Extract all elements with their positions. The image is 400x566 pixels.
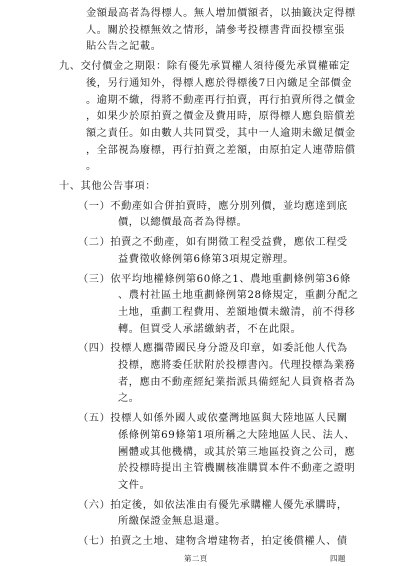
- text-line: 文件。: [118, 479, 151, 491]
- text-line: （五）投標人如係外國人或依臺灣地區與大陸地區人民關: [78, 413, 348, 425]
- text-line: 土地，重劃工程費用、差額地價未繳清，前不得移: [118, 306, 356, 318]
- text-line: 投標，應將委任狀附於投標書內。代理投標為業務: [118, 360, 356, 371]
- section-heading: 十、其他公告事項：: [59, 181, 157, 192]
- text-line: （三）依平均地權條例第60條之1、農地重劃條例第36條: [78, 273, 351, 285]
- text-line: ，全部視為廢標，再行拍賣之差額，由原拍定人連帶賠償: [86, 144, 356, 156]
- text-line: 所繳保證金無息退還。: [118, 516, 226, 528]
- text-line: 後，另行通知外，得標人應於得標後7日內繳足全部價金: [86, 77, 352, 89]
- text-line: 。逾期不繳，得將不動產再行拍賣，再行拍賣所得之價金: [86, 94, 356, 106]
- text-line: （二）拍賣之不動產，如有開徵工程受益費，應依工程受: [78, 237, 348, 249]
- text-line: 價，以總價最高者為得標。: [118, 217, 248, 229]
- text-line: 人。關於投標無效之情形，請參考投標書背面投標室張: [86, 24, 345, 36]
- text-line: （一）不動產如合併拍賣時，應分別列價，並均應達到底: [78, 200, 348, 212]
- text-line: 轉。但買受人承諾繳納者，不在此限。: [118, 323, 302, 335]
- batch-label: 四題: [330, 554, 346, 563]
- text-line: 。: [86, 161, 97, 173]
- text-line: 益費徵收條例第6條第3項規定辦理。: [118, 253, 294, 265]
- text-line: 、農村社區土地重劃條例第28條規定，重劃分配之: [118, 290, 359, 302]
- text-line: 貼公告之記載。: [86, 41, 162, 53]
- text-line: 額之責任。如由數人共同買受，其中一人逾期未繳足價金: [86, 127, 356, 139]
- text-line: ，如果少於原拍賣之價金及費用時，原得標人應負賠償差: [86, 111, 356, 123]
- text-line: （四）投標人應攜帶國民身分證及印章，如委託他人代為: [78, 343, 348, 355]
- text-line: 者，應由不動產經紀業指派具備經紀人員資格者為: [118, 376, 356, 388]
- page-number: 第二頁: [184, 554, 208, 563]
- text-line: 於投標時提出主管機關核准購買本件不動產之證明: [118, 463, 356, 475]
- text-line: 係條例第69條第1項所稱之大陸地區人民、法人、: [118, 429, 355, 441]
- text-line: 團體或其他機構，或其於第三地區投資之公司，應: [118, 446, 356, 458]
- text-line: 金額最高者為得標人。無人增加價額者，以抽籤決定得標: [86, 8, 356, 19]
- text-line: 九、交付價金之期限：除有優先承買權人須待優先承買權確定: [59, 61, 351, 73]
- text-line: （六）拍定後，如依法准由有優先承購權人優先承購時，: [78, 499, 348, 511]
- text-line: 之。: [118, 393, 140, 405]
- text-line: （七）拍賣之土地、建物含增建物者，拍定後償權人、債: [78, 536, 348, 547]
